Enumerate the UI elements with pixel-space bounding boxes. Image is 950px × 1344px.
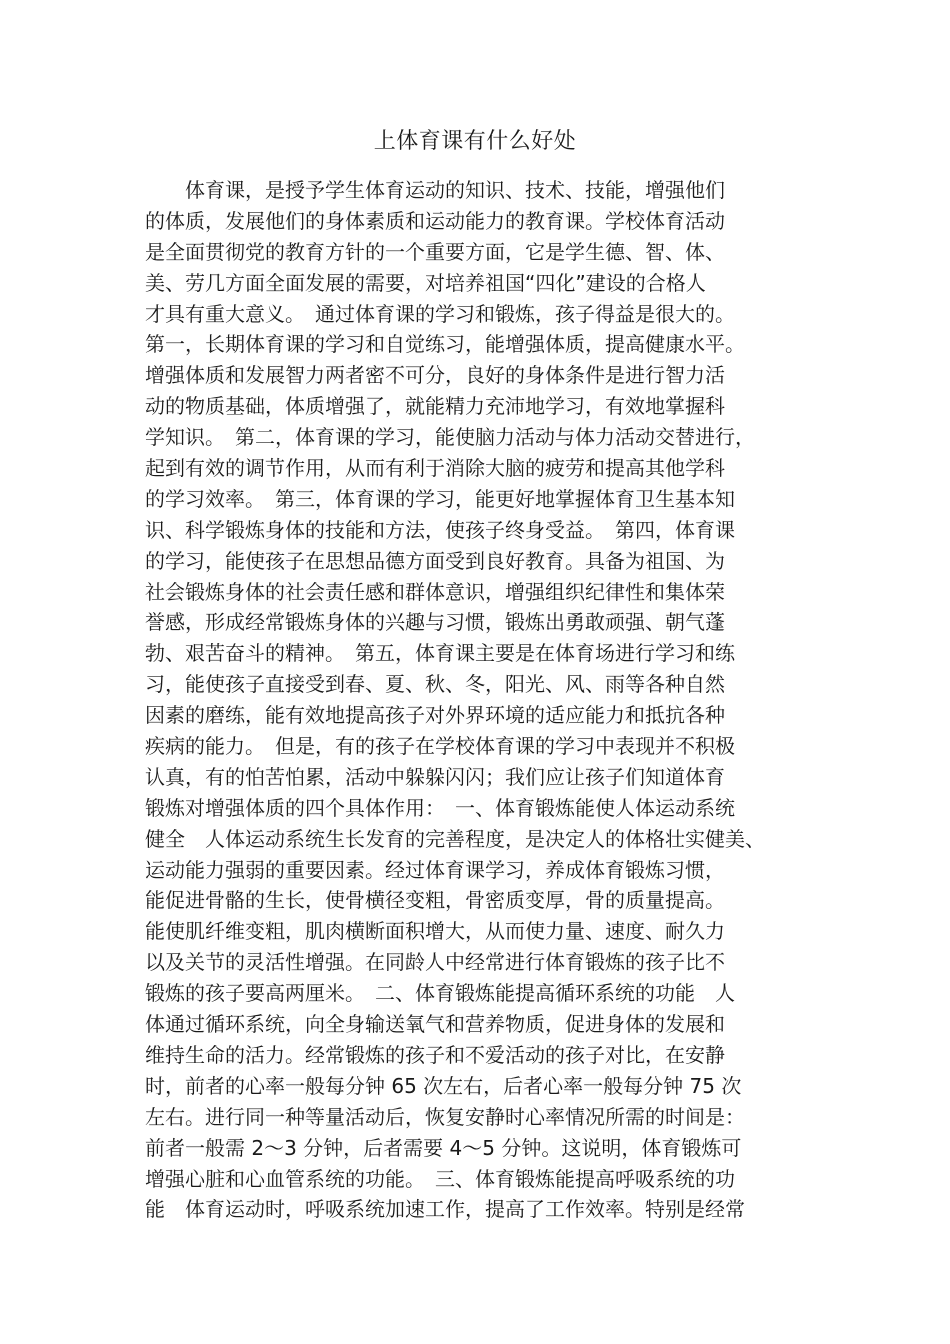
text-line: 的学习效率。 第三，体育课的学习，能更好地掌握体育卫生基本知 <box>145 486 735 511</box>
text-line: 能 体育运动时，呼吸系统加速工作，提高了工作效率。特别是经常 <box>145 1197 745 1222</box>
text-line: 誉感，形成经常锻炼身体的兴趣与习惯，锻炼出勇敢顽强、朝气蓬 <box>145 610 725 635</box>
text-line: 健全 人体运动系统生长发育的完善程度，是决定人的体格壮实健美、 <box>145 826 765 851</box>
text-line: 运动能力强弱的重要因素。经过体育课学习，养成体育锻炼习惯， <box>145 857 725 882</box>
text-line: 的学习，能使孩子在思想品德方面受到良好教育。具备为祖国、为 <box>145 548 725 573</box>
text-line: 以及关节的灵活性增强。在同龄人中经常进行体育锻炼的孩子比不 <box>145 950 725 975</box>
text-line: 第一，长期体育课的学习和自觉练习，能增强体质，提高健康水平。 <box>145 332 745 357</box>
text-line: 动的物质基础，体质增强了，就能精力充沛地学习，有效地掌握科 <box>145 394 725 419</box>
text-line: 勃、艰苦奋斗的精神。 第五，体育课主要是在体育场进行学习和练 <box>145 641 735 666</box>
text-line: 才具有重大意义。 通过体育课的学习和锻炼，孩子得益是很大的。 <box>145 301 735 326</box>
text-line: 左右。进行同一种等量活动后，恢复安静时心率情况所需的时间是： <box>145 1104 745 1129</box>
text-line: 锻炼的孩子要高两厘米。 二、体育锻炼能提高循环系统的功能 人 <box>145 981 735 1006</box>
text-line: 增强体质和发展智力两者密不可分，良好的身体条件是进行智力活 <box>145 363 725 388</box>
text-line: 能促进骨骼的生长，使骨横径变粗，骨密质变厚，骨的质量提高。 <box>145 888 725 913</box>
text-line: 体育课，是授予学生体育运动的知识、技术、技能，增强他们 <box>145 178 725 202</box>
text-line: 锻炼对增强体质的四个具体作用： 一、体育锻炼能使人体运动系统 <box>145 795 735 820</box>
text-line: 社会锻炼身体的社会责任感和群体意识，增强组织纪律性和集体荣 <box>145 579 725 604</box>
text-line: 前者一般需 2～3 分钟，后者需要 4～5 分钟。这说明，体育锻炼可 <box>145 1135 742 1160</box>
text-line: 体通过循环系统，向全身输送氧气和营养物质，促进身体的发展和 <box>145 1012 725 1037</box>
text-line: 疾病的能力。 但是，有的孩子在学校体育课的学习中表现并不积极 <box>145 734 735 759</box>
text-line: 因素的磨练，能有效地提高孩子对外界环境的适应能力和抵抗各种 <box>145 703 725 728</box>
text-line: 能使肌纤维变粗，肌肉横断面积增大，从而使力量、速度、耐久力 <box>145 919 725 944</box>
text-line: 识、科学锻炼身体的技能和方法，使孩子终身受益。 第四，体育课 <box>145 517 735 542</box>
text-line: 时，前者的心率一般每分钟 65 次左右，后者心率一般每分钟 75 次 <box>145 1073 742 1098</box>
text-line: 习，能使孩子直接受到春、夏、秋、冬，阳光、风、雨等各种自然 <box>145 672 725 697</box>
text-line: 美、劳几方面全面发展的需要，对培养祖国“四化”建设的合格人 <box>145 270 706 295</box>
body-text <box>145 175 825 1225</box>
page-title: 上体育课有什么好处 <box>373 129 577 154</box>
text-line: 维持生命的活力。经常锻炼的孩子和不爱活动的孩子对比，在安静 <box>145 1042 725 1067</box>
text-line: 的体质，发展他们的身体素质和运动能力的教育课。学校体育活动 <box>145 208 725 233</box>
text-line: 增强心脏和心血管系统的功能。 三、体育锻炼能提高呼吸系统的功 <box>145 1166 735 1191</box>
text-line: 学知识。 第二，体育课的学习，能使脑力活动与体力活动交替进行， <box>145 425 755 450</box>
text-line: 起到有效的调节作用，从而有利于消除大脑的疲劳和提高其他学科 <box>145 456 725 481</box>
text-line: 是全面贯彻党的教育方针的一个重要方面，它是学生德、智、体、 <box>145 239 725 264</box>
text-line: 认真，有的怕苦怕累，活动中躲躲闪闪；我们应让孩子们知道体育 <box>145 764 725 789</box>
